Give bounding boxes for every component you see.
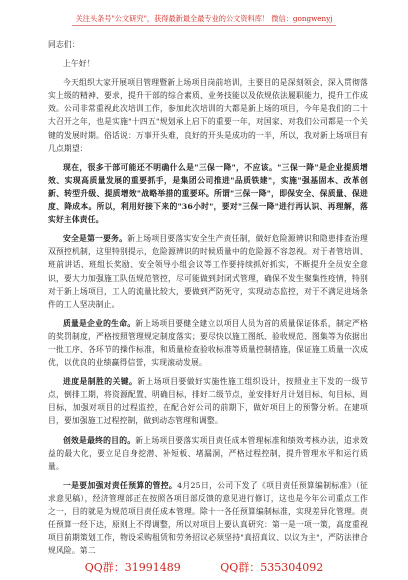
paragraph-progress bbox=[48, 375, 368, 427]
budget-heading: 一是要加强对责任预算的管控。 bbox=[63, 480, 178, 490]
paragraph-three-guarantees: 现在，很多干部可能还不明确什么是"三保一降"，不应该。"三保一降"是企业提质增效、实现高质量发展的重要抓手，是集团公司推进"品质铁建"，实施"强基固本、改革创新、转型升级、提质增效"战略举措的重要环。所谓"三保一降"，即保安全、保质量、保进度、降成本。所以，利用好接下来的"36小时"，要对"三保一降"进行再认识、再理解，落实好主体责任。 bbox=[48, 162, 368, 225]
banner-text: 关注头条号"公文研究"，获得最新最全最专业的公文资料库！ 微信：gongwenyj bbox=[72, 14, 337, 26]
quality-heading: 质量是企业的生命。 bbox=[63, 318, 136, 328]
greeting: 上午好！ bbox=[63, 59, 95, 69]
progress-body: 新上场项目要做好实施性施工组织设计，按照业主下发的一级节点，倒排工期，将资源配置、明确目标，排好二级节点，並安排好月计划目标、旬目标、周目标，加强对项目的过程监控，在配合好公司的前期下，做好项目上的预警分析。在建项目，要加强施工过程控制，做到动态管理和调整。 bbox=[48, 377, 368, 426]
paragraph-profit bbox=[48, 434, 368, 473]
profit-body: 新上场项目要落实项目责任成本管理标准和绩效考核办法，追求效益的最大化，要立足自身挖潜、补短板、堵漏洞，严格过程控制，提升管理水平和运行质量。 bbox=[48, 435, 368, 471]
quality-body: 新上场项目要健全建立以项目人员为首的质量保证体系，制定严格的奖罚制度，严格按照管理规定制度落实；要尽快以施工图纸、验收规范、图集等为依据出一批工序、各环节的操作标准，和质量检查验收标准等质量控制措施，保证施工质量一次成优，以优良的业绩赢得信誉，实现滚动发展。 bbox=[48, 318, 368, 368]
salutation: 同志们： bbox=[48, 40, 80, 49]
budget-body: 4月25日，公司下发了《项目责任预算编制标准》（征求意见稿），经济管理部正在按照各项目部反馈的意见进行修订，这也是今年公司重点工作之一，目的就是为规范项目责任成本管理。除十一各任预算编制标准，实现差异化管理。责任预算一经下达，原则上不得调整，所以对项目上要认真研究：第一是一项一策，高度重视项目前期策划工作，物设采购租赁和劳务招议必须坚持"真招真议、以议为主"，严防法律合规风险。第二 bbox=[48, 480, 368, 556]
paragraph-budget bbox=[48, 479, 368, 558]
paragraph-intro: 今天组织大家开展项目管理暨新上场项目岗前培训，主要目的是深刻领会、深入贯彻落实上级的精神、要求，提升干部的综合素质、业务技能以及依规依法履职能力，提升工作成效。公司非常重视此次培训工作，参加此次培训的大都是新上场的项目，今年是我们的二十大召开之年，也是实施"十四五"规划承上启下的重要一年，对国家、对我们公司都是一个关键的发展时期。俗话说：万事开头难，良好的开头是成功的一半，所以，我对新上场项目有几点期望： bbox=[48, 78, 368, 153]
header-banner bbox=[0, 6, 408, 28]
footer-qq-groups bbox=[0, 561, 408, 575]
safety-body: 新上场项目要落实安全生产责任制，做好危险源辨识和隐患排查治理双预控机制，这里特别提示，危险源辨识的时候质量中的危险源不容忽视。对于者管培训、班前讲话、班组长奖励、安全领导小组会议等工作要持续抓好抓实，不断提升全员安全意识，要大力加强施工队伍规范管控，尽可能做到封闭式管理，确保不发生聚集性疫情，特别对于新上场项目，工人的流量比较大，要做到严防死守，实现动态监控，对于不满足进场条件的工人坚决制止。 bbox=[48, 234, 369, 309]
qq-group-2: QQ群：535304092 bbox=[220, 561, 324, 574]
safety-heading: 安全是第一要务。 bbox=[63, 234, 128, 244]
paragraph-quality bbox=[48, 317, 368, 369]
progress-heading: 进度是制胜的关键。 bbox=[63, 377, 138, 387]
document-body bbox=[48, 30, 368, 563]
paragraph-safety bbox=[48, 232, 368, 311]
qq-group-1: QQ群：31991489 bbox=[84, 561, 181, 574]
profit-heading: 创效是最终的目的。 bbox=[63, 435, 136, 445]
